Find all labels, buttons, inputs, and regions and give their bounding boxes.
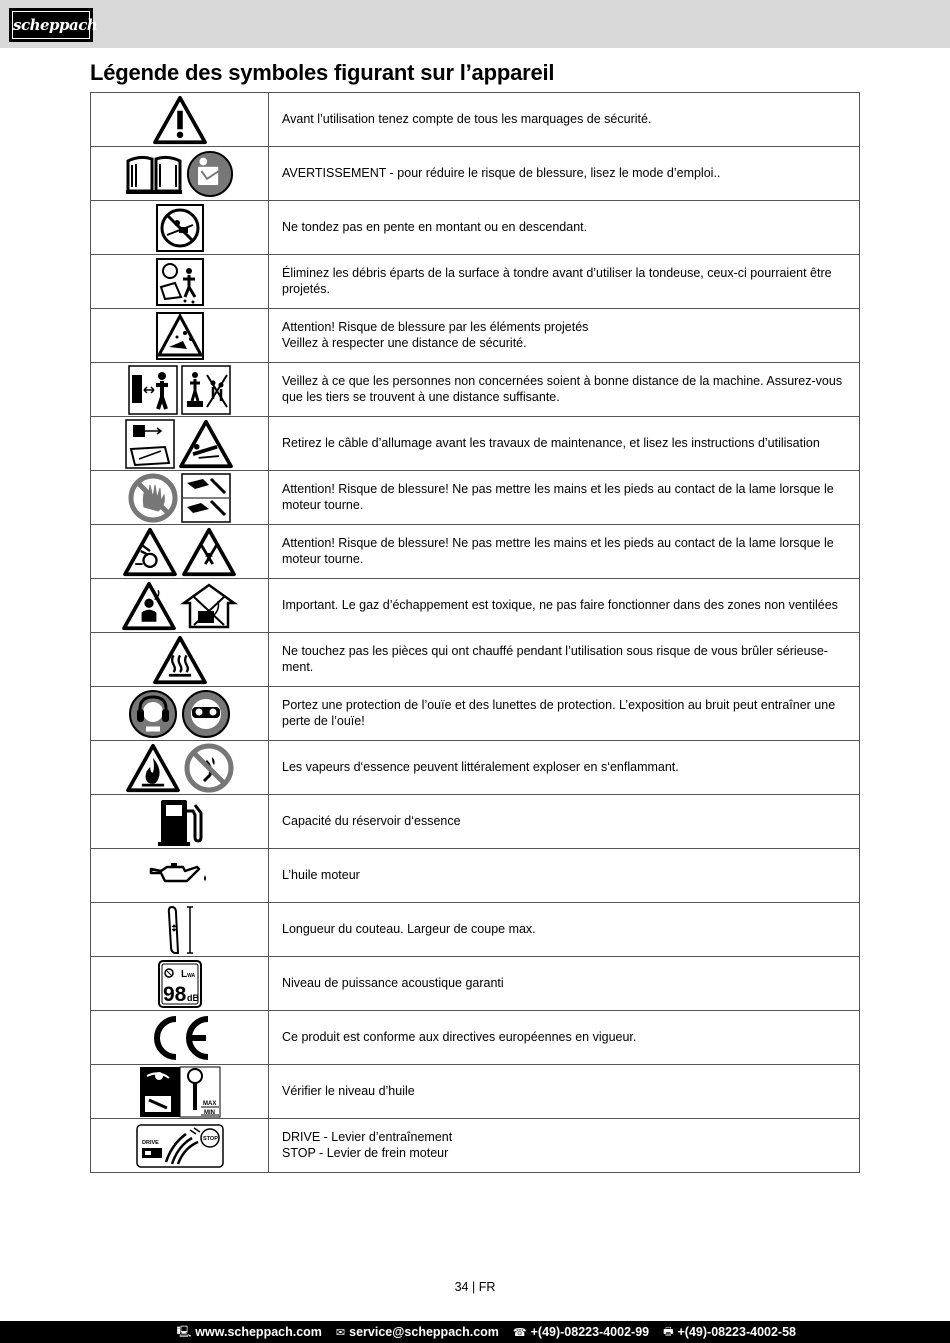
check-oil-level-icon — [139, 1066, 221, 1118]
foot-blade-warning-icon — [181, 527, 237, 577]
description-cell — [269, 93, 860, 147]
description-text: STOP - Levier de frein moteur — [282, 1145, 449, 1160]
description-cell — [269, 1119, 860, 1173]
description-cell — [269, 255, 860, 309]
symbol-cell — [91, 471, 269, 525]
symbol-cell — [91, 957, 269, 1011]
description-cell — [269, 309, 860, 363]
symbol-cell — [91, 1011, 269, 1065]
toxic-gas-warning-icon — [121, 581, 177, 631]
symbol-cell — [91, 309, 269, 363]
ear-protection-icon — [128, 689, 178, 739]
description-text: Attention! Risque de blessure par les éléments projetés — [282, 320, 589, 334]
legend-row — [91, 1011, 860, 1065]
oil-max-text: MAX — [202, 1100, 216, 1107]
symbol-cell — [91, 633, 269, 687]
symbol-cell — [91, 255, 269, 309]
oil-can-icon — [149, 861, 211, 891]
oil-min-text: MIN — [203, 1109, 215, 1116]
symbol-cell — [91, 579, 269, 633]
legend-row — [91, 795, 860, 849]
fuel-pump-icon — [157, 797, 203, 847]
symbol-cell — [91, 147, 269, 201]
description-cell — [269, 1065, 860, 1119]
description-cell — [269, 741, 860, 795]
description-text: Important. Le gaz d’échappement est toxique, ne pas faire fonctionner dans des zones non ventilées — [282, 597, 838, 612]
symbol-cell — [91, 201, 269, 255]
description-text: Retirez le câble d’allumage avant les travaux de maintenance, et lisez les instructions d’utilisation — [282, 435, 820, 450]
description-text: Veillez à ce que les personnes non concernées soient à bonne distance de la machine. Assurez-vous que les tiers se trouvent à une distance suffisante. — [282, 374, 843, 404]
legend-row — [91, 579, 860, 633]
legend-row — [91, 687, 860, 741]
no-hands-icon — [128, 473, 178, 523]
computer-icon: 🖳 — [176, 1325, 192, 1338]
footer-phone — [513, 1325, 649, 1339]
keep-distance-icon — [128, 365, 178, 415]
legend-row — [91, 147, 860, 201]
phone-text: +(49)-08223-4002-99 — [530, 1325, 650, 1339]
blade-length-icon — [160, 905, 200, 955]
legend-row — [91, 255, 860, 309]
description-cell — [269, 957, 860, 1011]
remove-spark-plug-icon — [125, 419, 175, 469]
description-cell — [269, 417, 860, 471]
drive-stop-lever-icon — [136, 1124, 224, 1168]
remove-debris-icon — [155, 257, 205, 307]
legend-row — [91, 525, 860, 579]
symbol-cell — [91, 687, 269, 741]
sound-power-level-icon — [157, 959, 203, 1009]
no-slope-mowing-icon — [155, 203, 205, 253]
description-text: Vérifier le niveau d’huile — [282, 1083, 415, 1098]
description-text: Les vapeurs d‘essence peuvent littéralement exploser en s‘enflammant. — [282, 759, 679, 774]
description-text: Portez une protection de l’ouïe et des lunettes de protection. L’exposition au bruit peut entraîner une perte de l’ouïe! — [282, 698, 836, 728]
page-title: Légende des symboles figurant sur l’appareil — [90, 60, 555, 85]
fax-text: +(49)-08223-4002-58 — [677, 1325, 796, 1339]
symbol-cell — [91, 1065, 269, 1119]
open-book-icon — [125, 153, 183, 195]
symbol-cell — [91, 1119, 269, 1173]
legend-row — [91, 849, 860, 903]
description-cell — [269, 201, 860, 255]
symbol-cell — [91, 903, 269, 957]
symbol-cell — [91, 363, 269, 417]
legend-row — [91, 633, 860, 687]
keep-bystanders-away-icon — [181, 365, 231, 415]
sound-value-text: 98 — [162, 982, 186, 1006]
description-text: Longueur du couteau. Largeur de coupe max. — [282, 921, 536, 936]
description-text: L’huile moteur — [282, 867, 360, 882]
legend-row — [91, 93, 860, 147]
blade-warning-icon — [122, 527, 178, 577]
description-text: Attention! Risque de blessure! Ne pas mettre les mains et les pieds au contact de la lame lorsque le moteur tourne. — [282, 482, 834, 512]
description-text: Niveau de puissance acoustique garanti — [282, 975, 504, 990]
description-text: Ce produit est conforme aux directives européennes en vigueur. — [282, 1029, 637, 1044]
description-cell — [269, 579, 860, 633]
symbol-cell — [91, 795, 269, 849]
legend-row — [91, 1119, 860, 1173]
legend-row — [91, 1065, 860, 1119]
symbol-cell — [91, 741, 269, 795]
thrown-objects-warning-icon — [155, 311, 205, 361]
symbol-legend-table — [90, 92, 860, 1173]
footer-fax — [663, 1323, 796, 1342]
description-cell — [269, 471, 860, 525]
description-text: Veillez à respecter une distance de sécurité. — [282, 335, 527, 350]
symbol-cell — [91, 93, 269, 147]
legend-row — [91, 201, 860, 255]
legend-row — [91, 471, 860, 525]
footer-email[interactable] — [336, 1325, 499, 1339]
symbol-cell — [91, 525, 269, 579]
drive-text: DRIVE — [141, 1139, 159, 1146]
no-open-flame-icon — [184, 743, 234, 793]
description-text: Éliminez les débris éparts de la surface à tondre avant d’utiliser la tondeuse, ceux-ci pourraient être projetés. — [282, 266, 832, 296]
legend-row — [91, 741, 860, 795]
description-text: DRIVE - Levier d’entraînement — [282, 1130, 453, 1144]
description-cell — [269, 1011, 860, 1065]
no-indoor-operation-icon — [180, 581, 238, 631]
description-cell — [269, 363, 860, 417]
email-text: service@scheppach.com — [349, 1325, 499, 1339]
read-manual-icon — [186, 150, 234, 198]
description-text: Ne tondez pas en pente en montant ou en descendant. — [282, 219, 588, 234]
website-text: www.scheppach.com — [195, 1325, 322, 1339]
description-cell — [269, 147, 860, 201]
hot-surface-warning-icon — [152, 635, 208, 685]
blade-hand-foot-icon — [181, 473, 231, 523]
page-number: 34 | FR — [454, 1280, 496, 1294]
logo-text: scheppach — [12, 11, 90, 39]
description-text: Capacité du réservoir d‘essence — [282, 813, 461, 828]
mail-icon: ✉ — [335, 1326, 346, 1339]
legend-row — [91, 309, 860, 363]
fax-icon: 🖶 — [663, 1325, 674, 1338]
description-cell — [269, 795, 860, 849]
symbol-cell — [91, 849, 269, 903]
description-text: Attention! Risque de blessure! Ne pas mettre les mains et les pieds au contact de la lame lorsque le moteur tourne. — [282, 536, 834, 566]
description-cell — [269, 903, 860, 957]
footer-website[interactable] — [177, 1323, 322, 1342]
legend-row — [91, 417, 860, 471]
description-cell — [269, 849, 860, 903]
ce-mark-icon — [144, 1013, 216, 1063]
description-cell — [269, 633, 860, 687]
scheppach-logo — [9, 8, 98, 42]
flammable-warning-icon — [125, 743, 181, 793]
sound-label-text: LWA — [180, 968, 195, 980]
description-text: Avant l’utilisation tenez compte de tous les marquages de sécurité. — [282, 111, 652, 126]
sound-unit-text: dB — [186, 992, 199, 1003]
top-bar — [0, 0, 950, 48]
description-cell — [269, 525, 860, 579]
stop-text: STOP — [202, 1135, 218, 1142]
description-text: AVERTISSEMENT - pour réduire le risque de blessure, lisez le mode d’emploi.. — [282, 165, 721, 180]
description-cell — [269, 687, 860, 741]
phone-icon: ☎ — [512, 1326, 527, 1339]
eye-protection-icon — [181, 689, 231, 739]
legend-row — [91, 903, 860, 957]
warning-triangle-exclamation-icon — [152, 95, 208, 145]
legend-row — [91, 363, 860, 417]
maintenance-warning-icon — [178, 419, 234, 469]
description-text: Ne touchez pas les pièces qui ont chauffé pendant l’utilisation sous risque de vous brûler sérieuse-ment. — [282, 644, 828, 674]
symbol-cell — [91, 417, 269, 471]
footer-bar — [0, 1321, 950, 1343]
legend-row — [91, 957, 860, 1011]
